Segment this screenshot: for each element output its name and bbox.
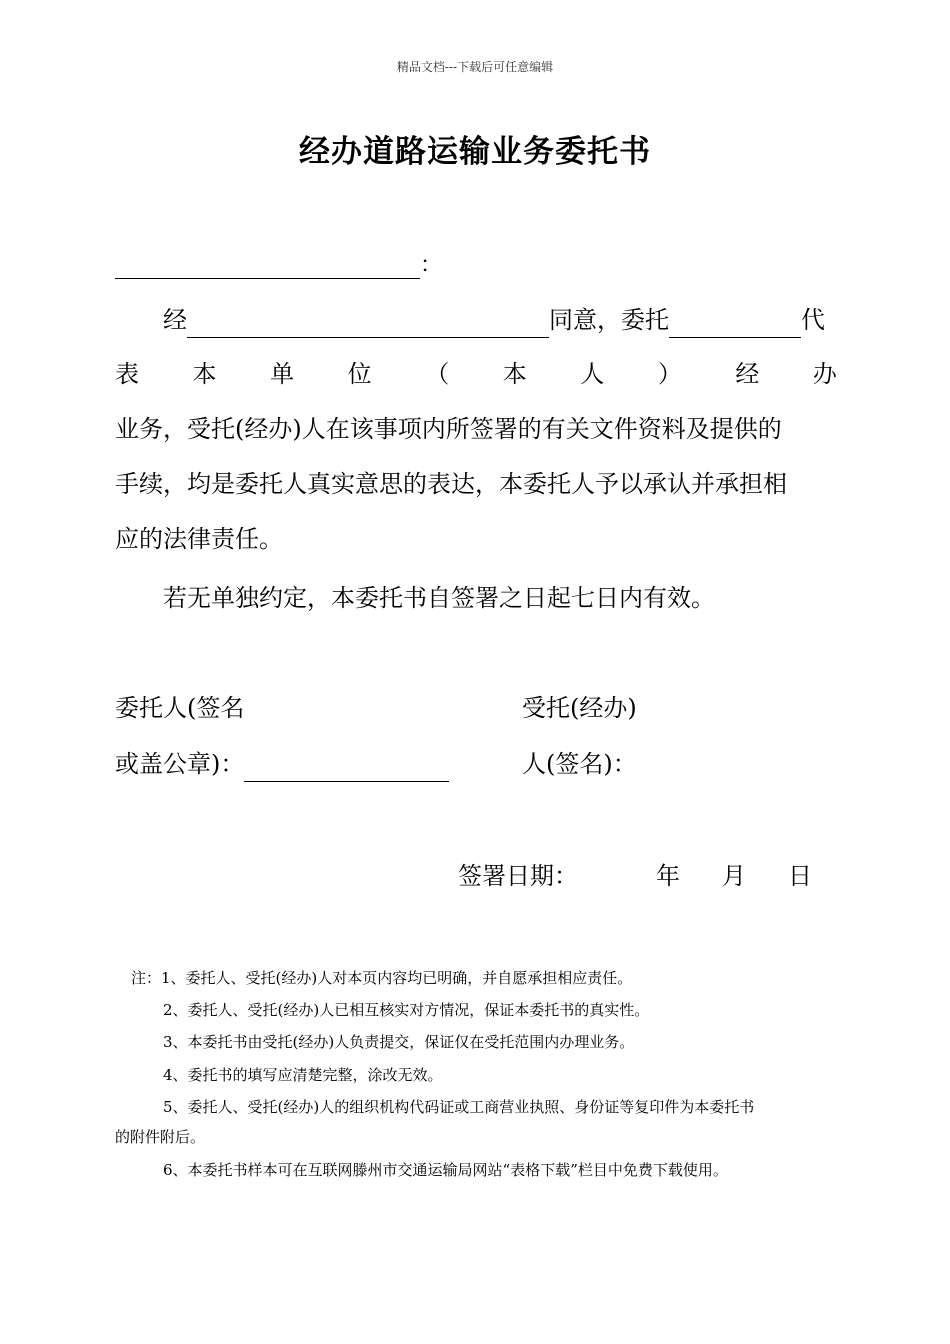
document-title: 经办道路运输业务委托书 — [299, 134, 651, 170]
body-char: 本 — [192, 360, 217, 388]
note-6: 6、本委托书样本可在互联网滕州市交通运输局网站“表格下载”栏目中免费下载使用。 — [163, 1161, 728, 1179]
agent-label-2: 人(签名)： — [522, 750, 637, 778]
body-char: 办 — [812, 360, 837, 388]
approver-blank[interactable] — [187, 311, 549, 338]
body-text-dai: 代 — [801, 306, 825, 334]
addressee-colon: ： — [420, 253, 443, 278]
date-day: 日 — [788, 862, 812, 890]
addressee-blank[interactable] — [115, 256, 420, 279]
body-char: （ — [425, 360, 450, 388]
body-char: 人 — [580, 360, 605, 388]
body-text-agree: 同意，委托 — [549, 306, 669, 334]
date-month: 月 — [722, 862, 746, 890]
delegate-blank[interactable] — [669, 311, 801, 338]
date-year: 年 — [656, 862, 680, 890]
note-2: 2、委托人、受托(经办)人已相互核实对方情况，保证本委托书的真实性。 — [163, 1001, 650, 1019]
note-1: 注：1、委托人、受托(经办)人对本页内容均已明确，并自愿承担相应责任。 — [131, 969, 633, 987]
body-line-4: 手续，均是委托人真实意思的表达，本委托人予以承认并承担相 — [115, 470, 787, 498]
body-char: 经 — [735, 360, 760, 388]
body-line-1 — [115, 302, 837, 338]
principal-label-2: 或盖公章)： — [115, 750, 245, 778]
note-4: 4、委托书的填写应清楚完整，涂改无效。 — [163, 1066, 443, 1084]
body-line-6 — [115, 580, 837, 616]
signing-date-row — [458, 858, 812, 894]
page-header: 精品文档---下载后可任意编辑 — [396, 60, 554, 74]
principal-label-2-row — [115, 746, 449, 782]
principal-label-1: 委托人(签名 — [115, 694, 245, 722]
body-char: 单 — [270, 360, 295, 388]
addressee-line — [115, 248, 442, 276]
body-line-5: 应的法律责任。 — [115, 525, 283, 553]
body-char: 本 — [502, 360, 527, 388]
body-char: 位 — [347, 360, 372, 388]
note-5-cont: 的附件附后。 — [115, 1128, 206, 1146]
body-char: ） — [657, 360, 682, 388]
body-text-jing: 经 — [163, 306, 187, 334]
agent-label-1: 受托(经办) — [522, 694, 637, 722]
note-3: 3、本委托书由受托(经办)人负责提交，保证仅在受托范围内办理业务。 — [163, 1033, 635, 1051]
body-line-3: 业务，受托(经办)人在该事项内所签署的有关文件资料及提供的 — [115, 415, 782, 443]
body-char: 表 — [115, 360, 139, 388]
principal-signature-blank[interactable] — [244, 755, 449, 782]
body-line-2 — [115, 356, 837, 392]
date-label: 签署日期： — [458, 862, 578, 890]
note-5: 5、委托人、受托(经办)人的组织机构代码证或工商营业执照、身份证等复印件为本委托书 — [163, 1098, 755, 1116]
validity-text: 若无单独约定，本委托书自签署之日起七日内有效。 — [163, 584, 715, 612]
